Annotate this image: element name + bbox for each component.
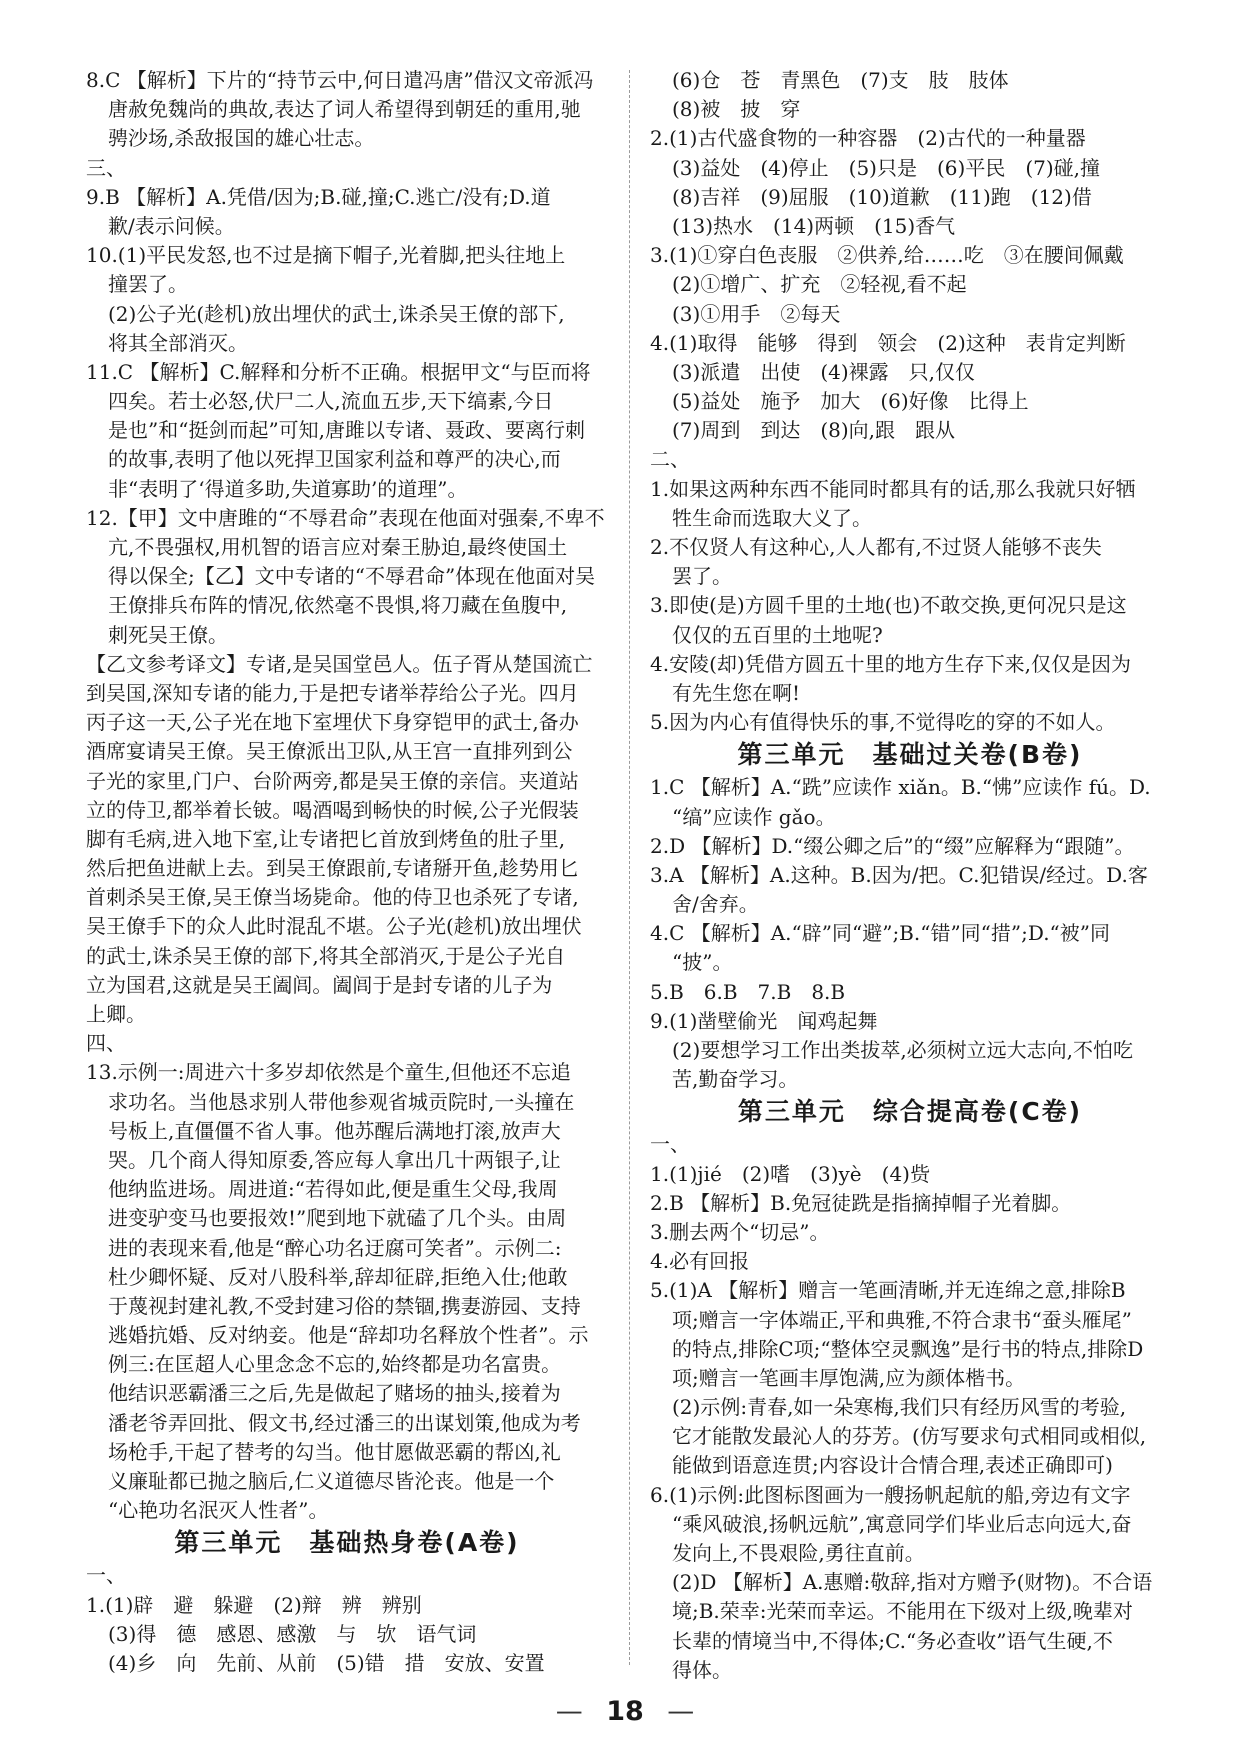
text-line: (8)被 披 穿	[672, 97, 801, 122]
footer-dash-right: —	[667, 1696, 695, 1727]
text-line: 12.【甲】文中唐雎的“不辱君命”表现在他面对强秦,不卑不	[86, 505, 605, 530]
text-line: 5.(1)A 【解析】赠言一笔画清晰,并无连绵之意,排除B	[650, 1278, 1126, 1303]
text-line: 仅仅的五百里的土地呢?	[672, 622, 883, 647]
text-line: (3)派遣 出使 (4)裸露 只,仅仅	[672, 359, 976, 384]
text-line: 上卿。	[86, 1002, 146, 1026]
text-line: 他结识恶霸潘三之后,先是做起了赌场的抽头,接着为	[108, 1381, 561, 1406]
text-line: “披”。	[672, 950, 733, 975]
text-line: 罢了。	[672, 564, 732, 589]
text-line: 立为国君,这就是吴王阖闾。阖闾于是封专诸的儿子为	[86, 972, 553, 997]
text-line: (5)益处 施予 加大 (6)好像 比得上	[672, 389, 1029, 414]
text-line: 有先生您在啊!	[672, 680, 801, 705]
text-line: 四矣。若士必怒,伏尸二人,流血五步,天下缟素,今日	[108, 389, 554, 414]
text-line: 逃婚抗婚、反对纳妾。他是“辞却功名释放个性者”。示	[108, 1323, 589, 1348]
text-line: 4.C 【解析】A.“辟”同“避”;B.“错”同“措”;D.“被”同	[650, 921, 1110, 946]
text-line: 号板上,直僵僵不省人事。他苏醒后满地打滚,放声大	[108, 1118, 561, 1143]
text-line: 场枪手,干起了替考的勾当。他甘愿做恶霸的帮凶,礼	[108, 1439, 561, 1464]
text-line: (2)要想学习工作出类拔萃,必须树立远大志向,不怕吃	[672, 1038, 1134, 1062]
text-line: 11.C 【解析】C.解释和分析不正确。根据甲文“与臣而将	[86, 359, 591, 384]
text-line: 三、	[86, 155, 126, 180]
text-line: 撞罢了。	[108, 272, 188, 297]
text-line: 6.(1)示例:此图标图画为一艘扬帆起航的船,旁边有文字	[650, 1482, 1131, 1507]
text-line: 4.必有回报	[650, 1249, 750, 1274]
text-line: 舍/舍弃。	[672, 892, 759, 917]
text-line: 非“表明了‘得道多助,失道寡助’的道理”。	[108, 476, 468, 501]
text-line: 王僚排兵布阵的情况,依然毫不畏惧,将刀藏在鱼腹中,	[108, 593, 568, 618]
text-line: 酒席宴请吴王僚。吴王僚派出卫队,从王宫一直排列到公	[86, 739, 573, 764]
text-line: 二、	[650, 447, 690, 472]
text-line: 首刺杀吴王僚,吴王僚当场毙命。他的侍卫也杀死了专诸,	[86, 885, 579, 910]
text-line: (3)益处 (4)停止 (5)只是 (6)平民 (7)碰,撞	[672, 155, 1101, 180]
text-line: 13.示例一:周进六十多岁却依然是个童生,但他还不忘追	[86, 1060, 571, 1085]
text-line: 1.(1)jié (2)嗜 (3)yè (4)赀	[650, 1161, 930, 1186]
text-line: (6)仓 苍 青黑色 (7)支 肢 肢体	[672, 68, 1009, 92]
text-line: (2)D 【解析】A.惠赠:敬辞,指对方赠予(财物)。不合语	[672, 1570, 1153, 1595]
text-line: 2.(1)古代盛食物的一种容器 (2)古代的一种量器	[650, 126, 1086, 151]
text-line: “心艳功名泯灭人性者”。	[108, 1498, 329, 1523]
text-line: (3)①用手 ②每天	[672, 301, 841, 326]
text-line: 到吴国,深知专诸的能力,于是把专诸举荐给公子光。四月	[86, 680, 579, 705]
text-line: 然后把鱼进献上去。到吴王僚跟前,专诸掰开鱼,趁势用匕	[86, 856, 579, 881]
text-line: 进变驴变马也要报效!”爬到地下就磕了几个头。由周	[108, 1206, 567, 1231]
text-line: 牲生命而选取大义了。	[672, 505, 872, 530]
text-line: 四、	[86, 1031, 126, 1056]
text-line: 3.即使(是)方圆千里的土地(也)不敢交换,更何况只是这	[650, 593, 1127, 618]
text-line: 5.B 6.B 7.B 8.B	[650, 979, 846, 1004]
text-line: 是也”和“挺剑而起”可知,唐雎以专诸、聂政、要离行刺	[108, 418, 586, 443]
text-line: 2.B 【解析】B.免冠徒跣是指摘掉帽子光着脚。	[650, 1190, 1072, 1215]
text-line: (13)热水 (14)两顿 (15)香气	[672, 213, 956, 238]
column-divider	[629, 70, 630, 1665]
text-line: 的武士,诛杀吴王僚的部下,将其全部消灭,于是公子光自	[86, 943, 566, 968]
text-line: 的特点,排除C项;“整体空灵飘逸”是行书的特点,排除D	[672, 1336, 1144, 1361]
text-line: 4.安陵(却)凭借方圆五十里的地方生存下来,仅仅是因为	[650, 651, 1132, 676]
text-line: 求功名。当他恳求别人带他参观省城贡院时,一头撞在	[108, 1089, 575, 1114]
text-line: 得体。	[672, 1657, 732, 1682]
text-line: 进的表现来看,他是“醉心功名迂腐可笑者”。示例二:	[108, 1235, 562, 1260]
text-line: 于蔑视封建礼教,不受封建习俗的禁锢,携妻游园、支持	[108, 1293, 581, 1318]
text-line: 3.删去两个“切忌”。	[650, 1219, 830, 1244]
text-line: 一、	[650, 1132, 690, 1157]
text-line: 1.(1)辟 避 躲避 (2)辩 辨 辨别	[86, 1592, 422, 1617]
section-title: 第三单元 综合提高卷(C卷)	[737, 1097, 1083, 1127]
text-line: 9.B 【解析】A.凭借/因为;B.碰,撞;C.逃亡/没有;D.道	[86, 184, 551, 209]
text-line: 义廉耻都已抛之脑后,仁义道德尽皆沦丧。他是一个	[108, 1469, 555, 1493]
page-number: 18	[606, 1696, 644, 1727]
text-line: 【乙文参考译文】专诸,是吴国堂邑人。伍子胥从楚国流亡	[86, 651, 593, 676]
text-line: 例三:在匡超人心里念念不忘的,始终都是功名富贵。	[108, 1352, 562, 1377]
text-line: 得以保全;【乙】文中专诸的“不辱君命”体现在他面对吴	[108, 564, 596, 589]
text-line: 能做到语意连贯;内容设计合情合理,表述正确即可)	[672, 1453, 1113, 1478]
text-line: 子光的家里,门户、台阶两旁,都是吴王僚的亲信。夹道站	[86, 768, 579, 793]
text-line: 10.(1)平民发怒,也不过是摘下帽子,光着脚,把头往地上	[86, 243, 566, 268]
text-line: 哭。几个商人得知原委,答应每人拿出几十两银子,让	[108, 1147, 561, 1172]
text-line: 的故事,表明了他以死捍卫国家利益和尊严的决心,而	[108, 447, 561, 472]
text-line: 脚有毛病,进入地下室,让专诸把匕首放到烤鱼的肚子里,	[86, 826, 566, 851]
text-line: 发向上,不畏艰险,勇往直前。	[672, 1541, 925, 1565]
text-line: 吴王僚手下的众人此时混乱不堪。公子光(趁机)放出埋伏	[86, 914, 582, 939]
text-line: 境;B.荣幸:光荣而幸运。不能用在下级对上级,晚辈对	[672, 1599, 1133, 1624]
right-column	[650, 66, 1170, 1685]
text-line: 一、	[86, 1563, 126, 1588]
text-line: (8)吉祥 (9)屈服 (10)道歉 (11)跑 (12)借	[672, 184, 1092, 209]
text-line: (4)乡 向 先前、从前 (5)错 措 安放、安置	[108, 1650, 545, 1675]
text-line: 8.C 【解析】下片的“持节云中,何日遣冯唐”借汉文帝派冯	[86, 68, 594, 92]
text-line: 亢,不畏强权,用机智的语言应对秦王胁迫,最终使国土	[108, 535, 568, 559]
text-line: 4.(1)取得 能够 得到 领会 (2)这种 表肯定判断	[650, 330, 1126, 355]
text-line: 丙子这一天,公子光在地下室埋伏下身穿铠甲的武士,备办	[86, 710, 579, 735]
text-line: 他纳监进场。周进道:“若得如此,便是重生父母,我周	[108, 1177, 558, 1202]
text-line: 苦,勤奋学习。	[672, 1067, 799, 1092]
text-line: 项;赠言一笔画丰厚饱满,应为颜体楷书。	[672, 1365, 1026, 1390]
text-line: 它才能散发最沁人的芬芳。(仿写要求句式相同或相似,	[672, 1424, 1147, 1449]
text-line: (7)周到 到达 (8)向,跟 跟从	[672, 418, 956, 443]
text-line: (2)示例:青春,如一朵寒梅,我们只有经历风雪的考验,	[672, 1395, 1127, 1420]
text-line: 立的侍卫,都举着长铍。喝酒喝到畅快的时候,公子光假装	[86, 797, 579, 822]
text-line: 歉/表示问候。	[108, 213, 235, 238]
text-line: 杜少卿怀疑、反对八股科举,辞却征辟,拒绝入仕;他敢	[108, 1264, 568, 1289]
text-line: 3.(1)①穿白色丧服 ②供养,给……吃 ③在腰间佩戴	[650, 243, 1124, 268]
text-line: 1.C 【解析】A.“跣”应读作 xiǎn。B.“怫”应读作 fú。D.	[650, 775, 1151, 800]
text-line: (3)得 德 感恩、感激 与 欤 语气词	[108, 1621, 477, 1646]
left-column	[86, 66, 608, 1678]
text-line: (2)①增广、扩充 ②轻视,看不起	[672, 272, 967, 297]
text-line: 潘老爷弄回批、假文书,经过潘三的出谋划策,他成为考	[108, 1410, 581, 1435]
text-line: 项;赠言一字体端正,平和典雅,不符合隶书“蚕头雁尾”	[672, 1307, 1132, 1332]
text-line: (2)公子光(趁机)放出埋伏的武士,诛杀吴王僚的部下,	[108, 301, 565, 326]
section-title: 第三单元 基础热身卷(A卷)	[174, 1528, 520, 1558]
text-line: 骋沙场,杀敌报国的雄心壮志。	[108, 126, 375, 151]
text-line: 刺死吴王僚。	[108, 622, 228, 647]
text-line: 2.不仅贤人有这种心,人人都有,不过贤人能够不丧失	[650, 535, 1102, 559]
section-title: 第三单元 基础过关卷(B卷)	[737, 740, 1083, 770]
text-line: 5.因为内心有值得快乐的事,不觉得吃的穿的不如人。	[650, 710, 1116, 735]
page-footer	[0, 1694, 1250, 1730]
footer-dash-left: —	[555, 1696, 583, 1727]
text-line: 1.如果这两种东西不能同时都具有的话,那么我就只好牺	[650, 476, 1136, 501]
text-line: 长辈的情境当中,不得体;C.“务必查收”语气生硬,不	[672, 1628, 1113, 1653]
text-line: “缟”应读作 gǎo。	[672, 804, 836, 829]
text-line: “乘风破浪,扬帆远航”,寓意同学们毕业后志向远大,奋	[672, 1511, 1132, 1536]
text-line: 2.D 【解析】D.“缀公卿之后”的“缀”应解释为“跟随”。	[650, 833, 1135, 858]
text-line: 唐赦免魏尚的典故,表达了词人希望得到朝廷的重用,驰	[108, 97, 581, 122]
text-line: 3.A 【解析】A.这种。B.因为/把。C.犯错误/经过。D.客	[650, 862, 1148, 887]
text-line: 9.(1)凿壁偷光 闻鸡起舞	[650, 1008, 878, 1033]
text-line: 将其全部消灭。	[108, 330, 248, 355]
